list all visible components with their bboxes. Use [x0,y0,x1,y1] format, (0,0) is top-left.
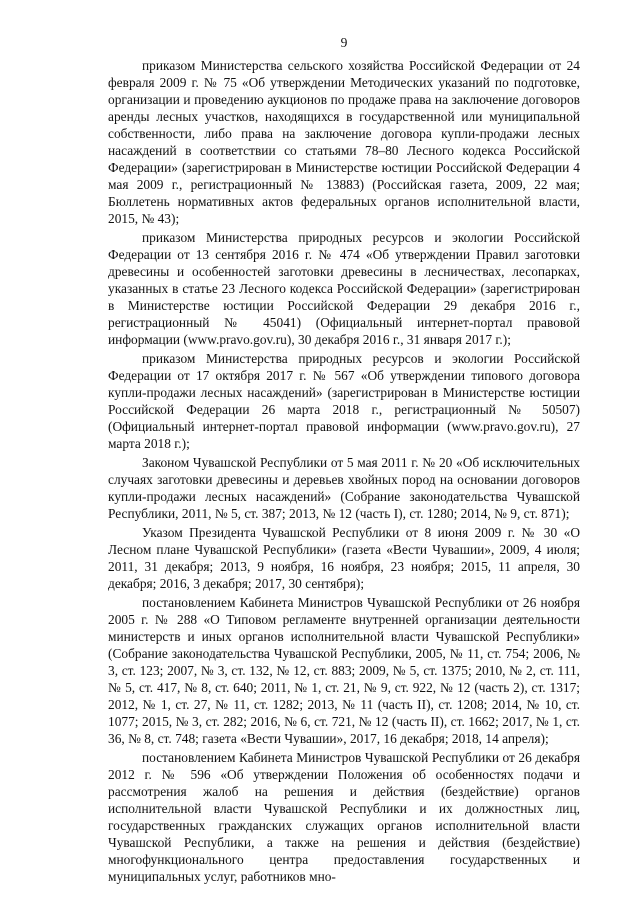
paragraph-3: приказом Министерства природных ресурсов и экологии Российской Федерации от 17 октября 2017 г. № 567 «Об утверждении типового договора купли-продажи лесных насаждений» (зарегистрирован в Министерстве юстиции Российской Федерации 26 марта 2018 г., регистрационный № 50507) (Официальный интернет-портал правовой информации (www.pravo.gov.ru), 27 марта 2018 г.); [108,351,580,451]
paragraph-1: приказом Министерства сельского хозяйства Российской Федерации от 24 февраля 2009 г. № 75 «Об утверждении Методических указаний по подготовке, организации и проведению аукционов по продаже права на заключение договоров аренды лесных участков, находящихся в государственной или муниципальной собственности, либо права на заключение договора купли-продажи лесных насаждений в соответствии со статьями 78–80 Лесного кодекса Российской Федерации» (зарегистрирован в Министерстве юстиции Российской Федерации 4 мая 2009 г., регистрационный № 13883) (Российская газета, 2009, 22 мая; Бюллетень нормативных актов федеральных органов исполнительной власти, 2015, № 43); [108,58,580,226]
paragraph-6: постановлением Кабинета Министров Чувашской Республики от 26 ноября 2005 г. № 288 «О Типовом регламенте внутренней организации деятельности министерств и иных органов исполнительной власти Чувашской Республики» (Собрание законодательства Чувашской Республики, 2005, № 11, ст. 754; 2006, № 3, ст. 123; 2007, № 3, ст. 132, № 12, ст. 883; 2009, № 5, ст. 1375; 2010, № 2, ст. 111, № 5, ст. 417, № 8, ст. 640; 2011, № 1, ст. 21, № 9, ст. 922, № 12 (часть 2), ст. 1317; 2012, № 1, ст. 27, № 11, ст. 1282; 2013, № 11 (часть II), ст. 1208; 2014, № 10, ст. 1077; 2015, № 3, ст. 282; 2016, № 6, ст. 721, № 12 (часть II), ст. 1662; 2017, № 1, ст. 36, № 8, ст. 748; газета «Вести Чувашии», 2017, 16 декабря; 2018, 14 апреля); [108,595,580,746]
document-body [108,57,580,885]
paragraph-7: постановлением Кабинета Министров Чувашской Республики от 26 декабря 2012 г. № 596 «Об утверждении Положения об особенностях подачи и рассмотрения жалоб на решения и действия (бездействие) органов исполнительной власти Чувашской Республики и их должностных лиц, государственных гражданских служащих органов исполнительной власти Чувашской Республики, а также на решения и действия (бездействие) многофункционального центра предоставления государственных и муниципальных услуг, работников мно- [108,750,580,884]
paragraph-4: Законом Чувашской Республики от 5 мая 2011 г. № 20 «Об исключительных случаях заготовки древесины и деревьев хвойных пород на основании договоров купли-продажи лесных насаждений» (Собрание законодательства Чувашской Республики, 2011, № 5, ст. 387; 2013, № 12 (часть I), ст. 1280; 2014, № 9, ст. 871); [108,455,580,521]
page-number: 9 [340,35,348,50]
paragraph-2: приказом Министерства природных ресурсов и экологии Российской Федерации от 13 сентября 2016 г. № 474 «Об утверждении Правил заготовки древесины и особенностей заготовки древесины в лесничествах, лесопарках, указанных в статье 23 Лесного кодекса Российской Федерации» (зарегистрирован в Министерстве юстиции Российской Федерации 29 декабря 2016 г., регистрационный № 45041) (Официальный интернет-портал правовой информации (www.pravo.gov.ru), 30 декабря 2016 г., 31 января 2017 г.); [108,230,580,347]
paragraph-5: Указом Президента Чувашской Республики от 8 июня 2009 г. № 30 «О Лесном плане Чувашской Республики» (газета «Вести Чувашии», 2009, 4 июля; 2011, 31 декабря; 2013, 9 ноября, 16 ноября, 23 ноября; 2015, 11 апреля, 30 декабря; 2016, 3 декабря; 2017, 30 сентября); [108,525,580,591]
